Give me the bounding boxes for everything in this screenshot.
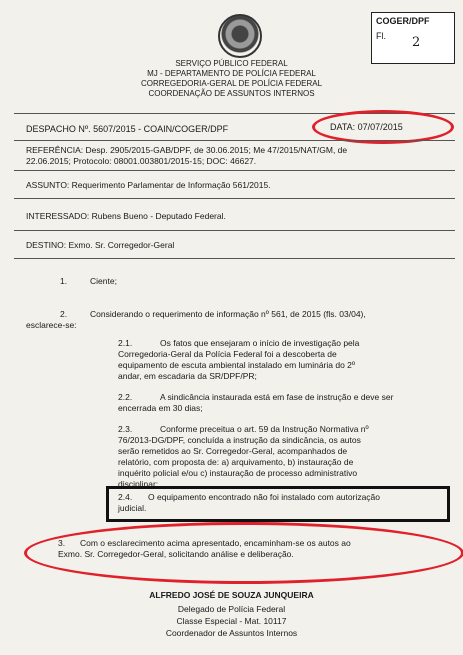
subitem-2-3-number: 2.3.: [118, 424, 133, 434]
despacho-number: DESPACHO Nº. 5607/2015 - COAIN/COGER/DPF: [26, 124, 229, 134]
subitem-2-2-number: 2.2.: [118, 392, 133, 402]
item-1-text: Ciente;: [90, 276, 117, 286]
header-line-4: COORDENAÇÃO DE ASSUNTOS INTERNOS: [148, 89, 315, 98]
page-stamp: [371, 12, 455, 64]
stamp-department: COGER/DPF: [376, 16, 430, 26]
item-2-line-1: Considerando o requerimento de informação nº 561, de 2015 (fls. 03/04),: [90, 309, 366, 319]
referencia-line-1: REFERÊNCIA: Desp. 2905/2015-GAB/DPF, de 30.06.2015; Me 47/2015/NAT/GM, de: [26, 145, 348, 155]
subitem-2-1-line-2: Corregedoria-Geral da Polícia Federal foi a descoberta de: [118, 349, 337, 359]
subitem-2-3-line-2: 76/2013-DG/DPF, concluída a instrução da sindicância, os autos: [118, 435, 361, 445]
header-line-3: CORREGEDORIA-GERAL DE POLÍCIA FEDERAL: [140, 79, 323, 88]
item-3-number: 3.: [58, 538, 66, 548]
subitem-2-2-line-2: encerrada em 30 dias;: [118, 403, 203, 413]
referencia-line-2: 22.06.2015; Protocolo: 08001.003801/2015-15; DOC: 46627.: [26, 156, 257, 166]
interessado: INTERESSADO: Rubens Bueno - Deputado Federal.: [26, 211, 226, 221]
stamp-folio-label: Fl.: [376, 31, 386, 41]
subitem-2-3-line-4: relatório, com proposta de: a) arquivamento, b) instauração de: [118, 457, 354, 467]
despacho-date: DATA: 07/07/2015: [330, 122, 403, 132]
signatory-role-2: Classe Especial - Mat. 10117: [176, 616, 287, 626]
divider: [14, 230, 455, 231]
item-1-number: 1.: [60, 276, 68, 286]
header-line-1: SERVIÇO PÚBLICO FEDERAL: [175, 59, 288, 68]
signatory-role-1: Delegado de Polícia Federal: [177, 604, 286, 614]
divider: [14, 170, 455, 171]
subitem-2-3-line-3: serão remetidos ao Sr. Corregedor-Geral, acompanhados de: [118, 446, 348, 456]
subitem-2-3-line-5: inquérito policial e/ou c) instauração de processo administrativo: [118, 468, 358, 478]
signatory-role-3: Coordenador de Assuntos Internos: [165, 628, 298, 638]
subitem-2-4-line-1: O equipamento encontrado não foi instalado com autorização: [148, 492, 381, 502]
destino: DESTINO: Exmo. Sr. Corregedor-Geral: [26, 240, 175, 250]
subitem-2-3-line-1: Conforme preceitua o art. 59 da Instrução Normativa nº: [160, 424, 369, 434]
header-line-2: MJ - DEPARTAMENTO DE POLÍCIA FEDERAL: [147, 69, 316, 78]
divider: [14, 258, 455, 259]
item-2-number: 2.: [60, 309, 68, 319]
subitem-2-1-line-3: equipamento de escuta ambiental instalado em luminária do 2º: [118, 360, 355, 370]
subitem-2-2-line-1: A sindicância instaurada está em fase de instrução e deve ser: [160, 392, 394, 402]
subitem-2-4-number: 2.4.: [118, 492, 133, 502]
stamp-page-number: 2: [412, 35, 421, 50]
subitem-2-4-line-2: judicial.: [118, 503, 147, 513]
subitem-2-1-line-1: Os fatos que ensejaram o início de investigação pela: [160, 338, 360, 348]
divider: [14, 198, 455, 199]
divider: [14, 140, 455, 141]
item-3-line-2: Exmo. Sr. Corregedor-Geral, solicitando análise e deliberação.: [58, 549, 294, 559]
subitem-2-1-line-4: andar, em escadaria da SR/DPF/PR;: [118, 371, 257, 381]
subitem-2-1-number: 2.1.: [118, 338, 133, 348]
signatory-name: ALFREDO JOSÉ DE SOUZA JUNQUEIRA: [149, 590, 314, 600]
red-highlight-date: [312, 110, 454, 144]
assunto: ASSUNTO: Requerimento Parlamentar de Informação 561/2015.: [26, 180, 271, 190]
subitem-2-3-line-6: disciplinar;: [118, 479, 159, 489]
item-3-line-1: Com o esclarecimento acima apresentado, encaminham-se os autos ao: [80, 538, 351, 548]
item-2-line-2: esclarece-se:: [26, 320, 77, 330]
coat-of-arms-icon: [218, 14, 262, 58]
